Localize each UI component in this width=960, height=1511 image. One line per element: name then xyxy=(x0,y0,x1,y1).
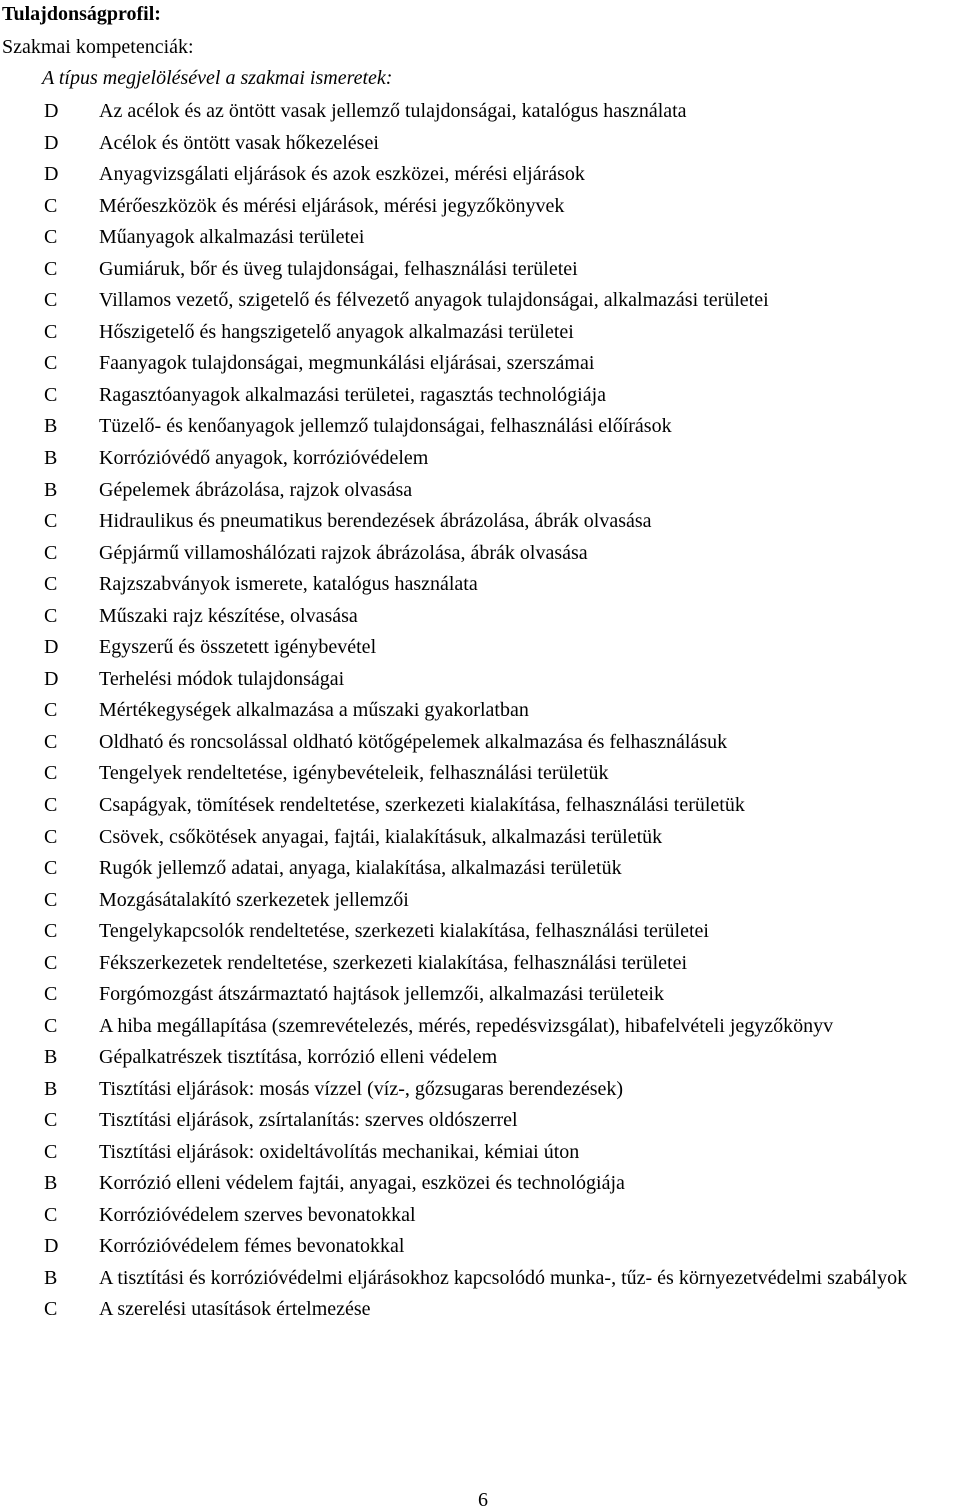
list-item xyxy=(0,285,960,317)
competency-text: Műszaki rajz készítése, olvasása xyxy=(99,604,358,627)
competency-level-code: C xyxy=(44,920,58,943)
competency-text: Gépjármű villamoshálózati rajzok ábrázolása, ábrák olvasása xyxy=(99,541,588,564)
list-item xyxy=(0,853,960,885)
competency-level-code: D xyxy=(44,1235,59,1258)
competency-level-code: C xyxy=(44,730,58,753)
competency-text: A tisztítási és korrózióvédelmi eljárásokhoz kapcsolódó munka-, tűz- és környezetvédelmi szabályok xyxy=(99,1266,908,1289)
competency-level-code: C xyxy=(44,383,58,406)
list-item xyxy=(0,1263,960,1294)
competency-text: Korrózió elleni védelem fajtái, anyagai, eszközei és technológiája xyxy=(99,1172,625,1195)
list-item xyxy=(0,128,960,160)
competency-text: Korrózióvédelem fémes bevonatokkal xyxy=(99,1235,405,1258)
competency-text: Csövek, csőkötések anyagai, fajtái, kialakításuk, alkalmazási területük xyxy=(99,825,663,848)
competency-text: Mértékegységek alkalmazása a műszaki gyakorlatban xyxy=(99,699,529,722)
list-item xyxy=(0,1011,960,1042)
competency-text: Egyszerű és összetett igénybevétel xyxy=(99,636,377,659)
competency-text: Hőszigetelő és hangszigetelő anyagok alkalmazási területei xyxy=(99,320,574,343)
list-item xyxy=(0,979,960,1011)
competency-level-code: B xyxy=(44,415,58,438)
page-number: 6 xyxy=(478,1489,488,1511)
competency-level-code: C xyxy=(44,888,58,911)
competency-text: Oldható és roncsolással oldható kötőgépelemek alkalmazása és felhasználásuk xyxy=(99,730,728,753)
competency-level-code: C xyxy=(44,289,58,312)
competency-text: Villamos vezető, szigetelő és félvezető anyagok tulajdonságai, alkalmazási területei xyxy=(99,289,769,312)
section-heading: A típus megjelölésével a szakmai ismeretek: xyxy=(42,67,393,89)
competency-text: Rajzszabványok ismerete, katalógus használata xyxy=(99,573,478,596)
competency-text: Mozgásátalakító szerkezetek jellemzői xyxy=(99,888,409,911)
competency-text: Korrózióvédő anyagok, korrózióvédelem xyxy=(99,447,429,470)
competency-text: Hidraulikus és pneumatikus berendezések ábrázolása, ábrák olvasása xyxy=(99,510,652,533)
competency-text: Tengelyek rendeltetése, igénybevételeik, felhasználási területük xyxy=(99,762,609,785)
competency-text: Korrózióvédelem szerves bevonatokkal xyxy=(99,1203,416,1226)
competency-text: Gépalkatrészek tisztítása, korrózió elleni védelem xyxy=(99,1046,498,1069)
competency-text: Tisztítási eljárások, zsírtalanítás: szerves oldószerrel xyxy=(99,1109,518,1132)
competency-level-code: C xyxy=(44,983,58,1006)
list-item xyxy=(0,348,960,380)
list-item xyxy=(0,222,960,254)
competency-level-code: C xyxy=(44,794,58,817)
competency-level-code: C xyxy=(44,825,58,848)
list-item xyxy=(0,96,960,128)
list-item xyxy=(0,1105,960,1137)
list-item xyxy=(0,1231,960,1263)
competency-text: A szerelési utasítások értelmezése xyxy=(99,1298,371,1321)
competency-level-code: C xyxy=(44,1203,58,1226)
competency-level-code: B xyxy=(44,1077,58,1100)
competency-level-code: C xyxy=(44,510,58,533)
list-item xyxy=(0,601,960,633)
competency-level-code: D xyxy=(44,636,59,659)
list-item xyxy=(0,1074,960,1106)
list-item xyxy=(0,885,960,917)
competency-text: Mérőeszközök és mérési eljárások, mérési jegyzőkönyvek xyxy=(99,194,565,217)
competency-level-code: B xyxy=(44,478,58,501)
list-item xyxy=(0,380,960,412)
competency-text: Ragasztóanyagok alkalmazási területei, ragasztás technológiája xyxy=(99,383,607,406)
competency-level-code: C xyxy=(44,194,58,217)
list-item xyxy=(0,916,960,948)
competency-level-code: C xyxy=(44,1298,58,1321)
competency-text: Fékszerkezetek rendeltetése, szerkezeti kialakítása, felhasználási területei xyxy=(99,951,688,974)
page-title: Tulajdonságprofil: xyxy=(2,3,161,25)
competency-text: Forgómozgást átszármaztató hajtások jellemzői, alkalmazási területeik xyxy=(99,983,664,1006)
list-item xyxy=(0,790,960,822)
competency-level-code: D xyxy=(44,163,59,186)
list-item xyxy=(0,538,960,570)
competency-level-code: C xyxy=(44,699,58,722)
competency-level-code: C xyxy=(44,257,58,280)
competency-text: Faanyagok tulajdonságai, megmunkálási eljárásai, szerszámai xyxy=(99,352,595,375)
list-item xyxy=(0,317,960,349)
list-item xyxy=(0,1168,960,1200)
list-item xyxy=(0,411,960,443)
competency-level-code: D xyxy=(44,131,59,154)
competency-level-code: C xyxy=(44,226,58,249)
competency-text: Terhelési módok tulajdonságai xyxy=(99,667,345,690)
list-item xyxy=(0,569,960,601)
competency-text: A hiba megállapítása (szemrevételezés, mérés, repedésvizsgálat), hibafelvételi jegyzőkönyv xyxy=(99,1014,834,1037)
competency-level-code: C xyxy=(44,1109,58,1132)
competency-level-code: C xyxy=(44,604,58,627)
competency-level-code: B xyxy=(44,1266,58,1289)
competency-level-code: B xyxy=(44,1172,58,1195)
list-item xyxy=(0,822,960,854)
competency-text: Tüzelő- és kenőanyagok jellemző tulajdonságai, felhasználási előírások xyxy=(99,415,672,438)
competency-level-code: D xyxy=(44,100,59,122)
list-item xyxy=(0,191,960,223)
list-item xyxy=(0,506,960,538)
competency-text: Rugók jellemző adatai, anyaga, kialakítása, alkalmazási területük xyxy=(99,857,622,880)
competency-level-code: C xyxy=(44,573,58,596)
competency-text: Csapágyak, tömítések rendeltetése, szerkezeti kialakítása, felhasználási területük xyxy=(99,794,745,817)
list-item xyxy=(0,727,960,759)
competency-text: Gumiáruk, bőr és üveg tulajdonságai, felhasználási területei xyxy=(99,257,578,280)
competency-level-code: C xyxy=(44,951,58,974)
list-item xyxy=(0,443,960,475)
competency-level-code: C xyxy=(44,1140,58,1163)
competency-text: Tengelykapcsolók rendeltetése, szerkezeti kialakítása, felhasználási területei xyxy=(99,920,709,943)
competency-list xyxy=(0,96,960,1326)
list-item xyxy=(0,632,960,664)
list-item xyxy=(0,1137,960,1169)
competency-level-code: C xyxy=(44,762,58,785)
list-item xyxy=(0,254,960,286)
competency-text: Tisztítási eljárások: oxideltávolítás mechanikai, kémiai úton xyxy=(99,1140,580,1163)
list-item xyxy=(0,695,960,727)
competency-level-code: C xyxy=(44,541,58,564)
competency-level-code: B xyxy=(44,1046,58,1069)
competency-level-code: C xyxy=(44,352,58,375)
competency-text: Acélok és öntött vasak hőkezelései xyxy=(99,131,379,154)
list-item xyxy=(0,1042,960,1074)
list-item xyxy=(0,475,960,507)
competency-text: Gépelemek ábrázolása, rajzok olvasása xyxy=(99,478,413,501)
competency-text: Az acélok és az öntött vasak jellemző tulajdonságai, katalógus használata xyxy=(99,100,687,122)
competency-text: Anyagvizsgálati eljárások és azok eszközei, mérési eljárások xyxy=(99,163,585,186)
list-item xyxy=(0,1294,960,1326)
list-item xyxy=(0,1200,960,1232)
competency-text: Műanyagok alkalmazási területei xyxy=(99,226,365,249)
list-item xyxy=(0,758,960,790)
list-item xyxy=(0,159,960,191)
list-item xyxy=(0,948,960,980)
competency-level-code: D xyxy=(44,667,59,690)
competency-level-code: C xyxy=(44,857,58,880)
list-item xyxy=(0,664,960,696)
competency-level-code: B xyxy=(44,447,58,470)
competency-level-code: C xyxy=(44,320,58,343)
page-subtitle: Szakmai kompetenciák: xyxy=(2,36,194,58)
competency-level-code: C xyxy=(44,1014,58,1037)
competency-text: Tisztítási eljárások: mosás vízzel (víz-, gőzsugaras berendezések) xyxy=(99,1077,624,1100)
